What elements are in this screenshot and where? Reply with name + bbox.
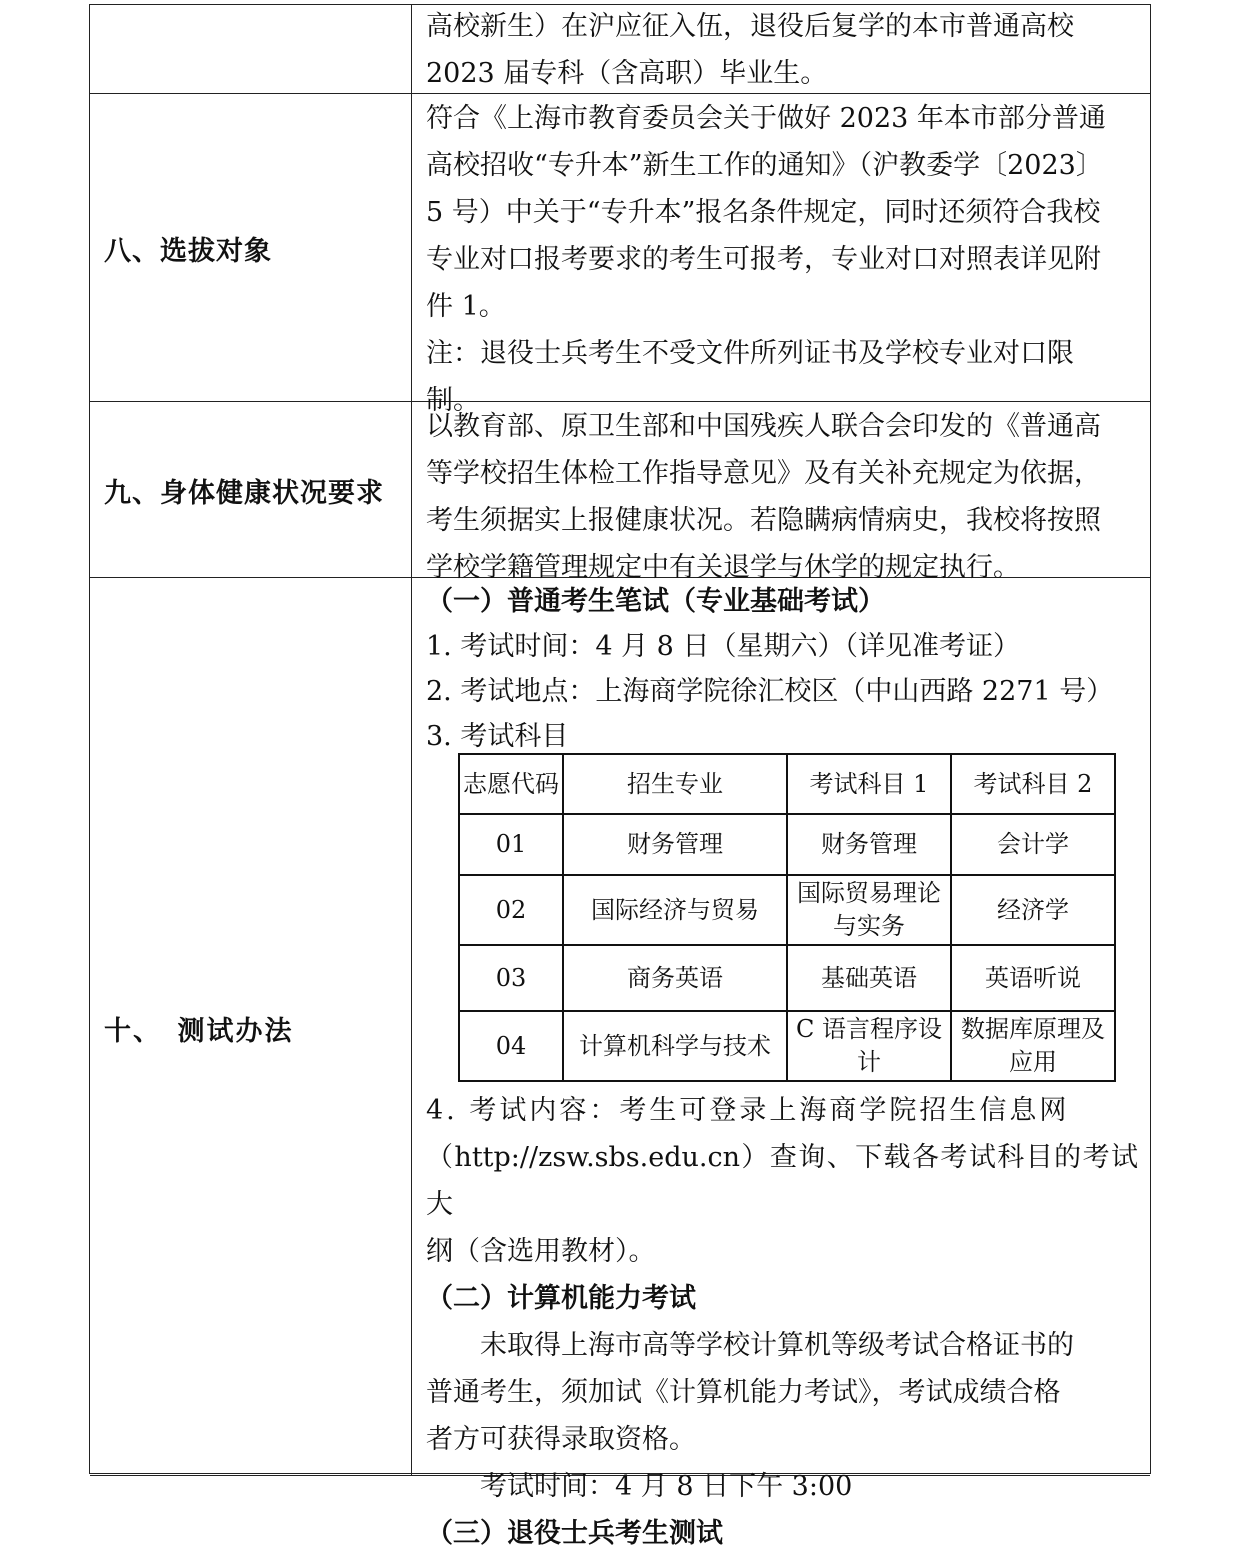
text-line: 件 1。 xyxy=(426,291,506,322)
computer-exam-time: 考试时间：4 月 8 日下午 3:00 xyxy=(480,1471,853,1502)
selection-target-text xyxy=(426,95,1138,424)
test-method-text-bottom xyxy=(426,1087,1138,1557)
section-heading-computer-exam: （二）计算机能力考试 xyxy=(426,1283,696,1314)
row-label-selection-target: 八、选拔对象 xyxy=(104,236,272,267)
text-line: 5 号）中关于“专升本”报名条件规定，同时还须符合我校 xyxy=(426,197,1101,228)
exam-content-line: 4. 考试内容：考生可登录上海商学院招生信息网 xyxy=(426,1095,1070,1126)
text-line: 等学校招生体检工作指导意见》及有关补充规定为依据， xyxy=(426,458,1101,489)
table-cell: 02 xyxy=(459,875,563,945)
table-cell: 国际贸易理论与实务 xyxy=(787,875,951,945)
exam-content-line: 纲（含选用教材）。 xyxy=(426,1236,656,1267)
section-heading-veteran-test: （三）退役士兵考生测试 xyxy=(426,1518,723,1549)
exam-location: 2. 考试地点：上海商学院徐汇校区（中山西路 2271 号） xyxy=(426,676,1114,707)
header-cell: 志愿代码 xyxy=(459,754,563,814)
column-divider xyxy=(411,5,412,93)
table-cell: 国际经济与贸易 xyxy=(563,875,787,945)
table-cell: 04 xyxy=(459,1011,563,1081)
row-continuation xyxy=(90,5,1150,94)
exam-time: 1. 考试时间：4 月 8 日（星期六）（详见准考证） xyxy=(426,631,1020,662)
row-health-requirement xyxy=(90,401,1150,583)
column-divider xyxy=(411,401,412,577)
header-cell: 考试科目 2 xyxy=(951,754,1115,814)
table-header-row xyxy=(459,754,1115,814)
row-label-health-requirement: 九、身体健康状况要求 xyxy=(104,478,384,509)
table-cell: 财务管理 xyxy=(787,814,951,875)
table-row xyxy=(459,875,1115,945)
text-line: 高校新生）在沪应征入伍，退役后复学的本市普通高校 xyxy=(426,11,1074,42)
test-method-text-top xyxy=(426,579,1138,759)
exam-subjects-heading: 3. 考试科目 xyxy=(426,721,569,752)
table-cell: 计算机科学与技术 xyxy=(563,1011,787,1081)
text-line: 学校学籍管理规定中有关退学与休学的规定执行。 xyxy=(426,552,1020,583)
header-cell: 考试科目 1 xyxy=(787,754,951,814)
text-line: 2023 届专科（含高职）毕业生。 xyxy=(426,58,828,89)
health-requirement-text xyxy=(426,403,1138,591)
text-line: 符合《上海市教育委员会关于做好 2023 年本市部分普通 xyxy=(426,103,1106,134)
continuation-text xyxy=(426,3,1138,97)
column-divider xyxy=(411,577,412,1475)
exam-subjects-table xyxy=(458,753,1116,1082)
table-cell: 01 xyxy=(459,814,563,875)
table-cell: C 语言程序设计 xyxy=(787,1011,951,1081)
table-cell: 财务管理 xyxy=(563,814,787,875)
computer-exam-line: 者方可获得录取资格。 xyxy=(426,1424,696,1455)
header-cell: 招生专业 xyxy=(563,754,787,814)
admission-info-table xyxy=(89,4,1151,1549)
section-heading-written-exam: （一）普通考生笔试（专业基础考试） xyxy=(426,586,885,617)
text-line: 高校招收“专升本”新生工作的通知》（沪教委学〔2023〕 xyxy=(426,150,1103,181)
exam-content-line: （http://zsw.sbs.edu.cn）查询、下载各考试科目的考试大 xyxy=(426,1142,1138,1220)
table-row xyxy=(459,814,1115,875)
table-cell: 英语听说 xyxy=(951,945,1115,1011)
computer-exam-line: 普通考生，须加试《计算机能力考试》，考试成绩合格 xyxy=(426,1377,1061,1408)
table-cell: 会计学 xyxy=(951,814,1115,875)
text-line: 考生须据实上报健康状况。若隐瞒病情病史，我校将按照 xyxy=(426,505,1101,536)
table-cell: 经济学 xyxy=(951,875,1115,945)
table-row xyxy=(459,1011,1115,1081)
text-line: 制。 xyxy=(426,385,480,416)
text-line: 以教育部、原卫生部和中国残疾人联合会印发的《普通高 xyxy=(426,411,1101,442)
table-row xyxy=(459,945,1115,1011)
table-cell: 数据库原理及应用 xyxy=(951,1011,1115,1081)
text-line: 专业对口报考要求的考生可报考，专业对口对照表详见附 xyxy=(426,244,1101,275)
row-label-test-method: 十、 测试办法 xyxy=(104,1016,294,1047)
row-selection-target xyxy=(90,93,1150,416)
computer-exam-line: 未取得上海市高等学校计算机等级考试合格证书的 xyxy=(480,1330,1074,1361)
table-cell: 03 xyxy=(459,945,563,1011)
table-cell: 基础英语 xyxy=(787,945,951,1011)
text-line: 注：退役士兵考生不受文件所列证书及学校专业对口限 xyxy=(426,338,1074,369)
table-cell: 商务英语 xyxy=(563,945,787,1011)
column-divider xyxy=(411,93,412,401)
